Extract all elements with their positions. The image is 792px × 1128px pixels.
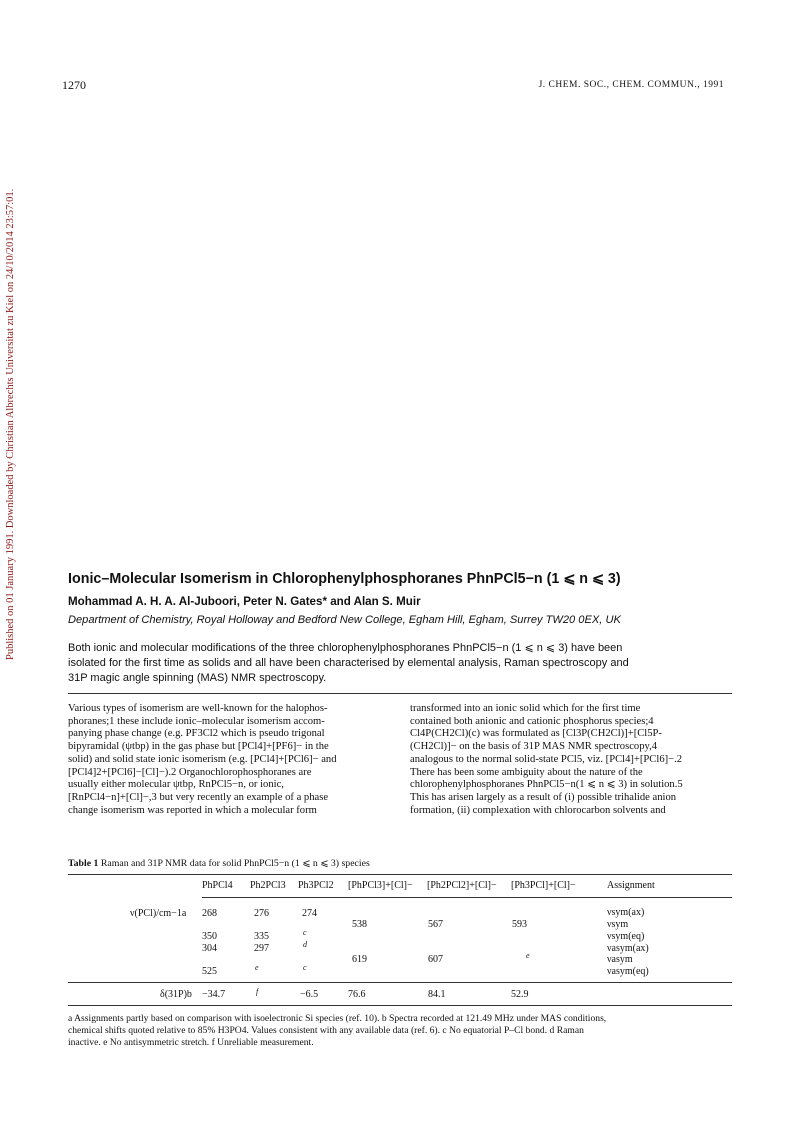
table-cell: 350	[202, 931, 217, 942]
table-cell: 593	[512, 919, 527, 930]
assignment-cell: νasym(eq)	[607, 966, 649, 977]
table-cell: 268	[202, 908, 217, 919]
table-cell: 76.6	[348, 989, 366, 1000]
table-cell: 84.1	[428, 989, 446, 1000]
body-column-right	[410, 703, 732, 817]
table-cell: 274	[302, 908, 317, 919]
table-header: [PhPCl3]+[Cl]−	[348, 880, 413, 891]
table-caption-text: Raman and 31P NMR data for solid PhnPCl5−n (1 ⩽ n ⩽ 3) species	[100, 858, 370, 869]
table-cell: 297	[254, 943, 269, 954]
table-cell: c	[303, 963, 307, 972]
table-cell: 304	[202, 943, 217, 954]
table-footnote: inactive. e No antisymmetric stretch. f Unreliable measurement.	[68, 1037, 314, 1048]
download-watermark-text: Published on 01 January 1991. Downloaded by Christian Albrechts Universitat zu Kiel on 24/10/2014 23:57:01.	[5, 188, 16, 660]
table-header: PhPCl4	[202, 880, 233, 891]
table-header: Ph2PCl3	[250, 880, 286, 891]
page-number: 1270	[62, 78, 86, 92]
body-line: usually either molecular ψtbp, RnPCl5−n, or ionic,	[68, 779, 284, 791]
table-top-rule	[68, 874, 732, 875]
table-mid-rule	[68, 982, 732, 983]
table-caption-label: Table 1	[68, 858, 99, 869]
body-column-left	[68, 703, 390, 817]
body-line: [RnPCl4−n]+[Cl]−,3 but very recently an example of a phase	[68, 791, 329, 803]
download-watermark	[0, 0, 20, 1128]
table-cell: 525	[202, 966, 217, 977]
abstract	[68, 641, 730, 686]
article-affiliation: Department of Chemistry, Royal Holloway and Bedford New College, Egham Hill, Egham, Surrey TW20 0EX, UK	[68, 614, 621, 626]
table-cell: f	[256, 987, 259, 996]
table-cell: −34.7	[202, 989, 226, 1000]
table-cell: c	[303, 928, 307, 937]
body-line: analogous to the normal solid-state PCl5, viz. [PCl4]+[PCl6]−.2	[410, 753, 683, 765]
table-footnote: chemical shifts quoted relative to 85% H3PO4. Values consistent with any available data (ref. 6). c No equatorial P–Cl bond. d Raman	[68, 1025, 584, 1036]
article-title: Ionic–Molecular Isomerism in Chlorophenylphosphoranes PhnPCl5−n (1 ⩽ n ⩽ 3)	[68, 571, 621, 587]
table-cell: 607	[428, 954, 443, 965]
body-line: Cl4P(CH2Cl)(c) was formulated as [Cl3P(CH2Cl)]+[Cl5P-	[410, 728, 662, 740]
table-header: Assignment	[607, 880, 655, 891]
table-header: [Ph2PCl2]+[Cl]−	[427, 880, 497, 891]
body-line: [PCl4]2+[PCl6]−[Cl]−).2 Organochlorophosphoranes are	[68, 766, 312, 778]
assignment-cell: νasym(ax)	[607, 943, 649, 954]
body-line: contained both anionic and cationic phosphorus species;4	[410, 715, 654, 727]
table-cell: e	[255, 963, 259, 972]
body-line: Various types of isomerism are well-known for the halophos-	[68, 703, 328, 714]
table-cell: 52.9	[511, 989, 529, 1000]
table-header-rule	[202, 897, 732, 898]
table-cell: 335	[254, 931, 269, 942]
body-line: There has been some ambiguity about the nature of the	[410, 766, 643, 778]
journal-header: J. CHEM. SOC., CHEM. COMMUN., 1991	[538, 80, 724, 90]
table-header: [Ph3PCl]+[Cl]−	[511, 880, 576, 891]
table-caption	[68, 858, 370, 869]
article-authors: Mohammad A. H. A. Al-Juboori, Peter N. Gates* and Alan S. Muir	[68, 595, 421, 608]
body-line: change isomerism was reported in which a molecular form	[68, 804, 317, 816]
body-line: This has arisen largely as a result of (i) possible trihalide anion	[410, 791, 677, 803]
abstract-divider	[68, 693, 732, 694]
table-cell: 538	[352, 919, 367, 930]
abstract-line: Both ionic and molecular modifications of the three chlorophenylphosphoranes PhnPCl5−n (1 ⩽ n ⩽ 3) have been	[68, 642, 623, 654]
body-line: chlorophenylphosphoranes PhnPCl5−n(1 ⩽ n ⩽ 3) in solution.5	[410, 779, 683, 791]
table-cell: e	[526, 951, 530, 960]
table-bottom-rule	[68, 1005, 732, 1006]
assignment-cell: νsym(eq)	[607, 931, 645, 942]
table-cell: d	[303, 940, 307, 949]
row-label-nmr: δ(31P)b	[160, 989, 192, 1000]
table-footnote: a Assignments partly based on comparison with isoelectronic Si species (ref. 10). b Spectra recorded at 121.49 MHz under MAS conditions,	[68, 1013, 607, 1024]
body-line: panying phase change (e.g. PF3Cl2 which is pseudo trigonal	[68, 728, 325, 740]
table-cell: 276	[254, 908, 269, 919]
table-cell: 619	[352, 954, 367, 965]
table-header: Ph3PCl2	[298, 880, 334, 891]
assignment-cell: νsym(ax)	[607, 907, 645, 918]
body-line: formation, (ii) complexation with chlorocarbon solvents and	[410, 804, 666, 816]
assignment-cell: νsym	[607, 919, 629, 930]
abstract-line: 31P magic angle spinning (MAS) NMR spectroscopy.	[68, 672, 327, 684]
table-cell: −6.5	[300, 989, 319, 1000]
table-cell: 567	[428, 919, 443, 930]
body-line: bipyramidal (ψtbp) in the gas phase but [PCl4]+[PF6]− in the	[68, 741, 329, 753]
body-line: transformed into an ionic solid which for the first time	[410, 703, 641, 714]
abstract-line: isolated for the first time as solids and all have been characterised by elemental analysis, Raman spectroscopy and	[68, 657, 629, 669]
body-line: phoranes;1 these include ionic–molecular isomerism accom-	[68, 715, 325, 727]
assignment-cell: νasym	[607, 954, 633, 965]
row-label-raman: ν(PCl)/cm−1a	[130, 908, 187, 919]
body-line: solid) and solid state ionic isomerism (e.g. [PCl4]+[PCl6]− and	[68, 753, 337, 765]
body-line: (CH2Cl)]− on the basis of 31P MAS NMR spectroscopy,4	[410, 741, 658, 753]
